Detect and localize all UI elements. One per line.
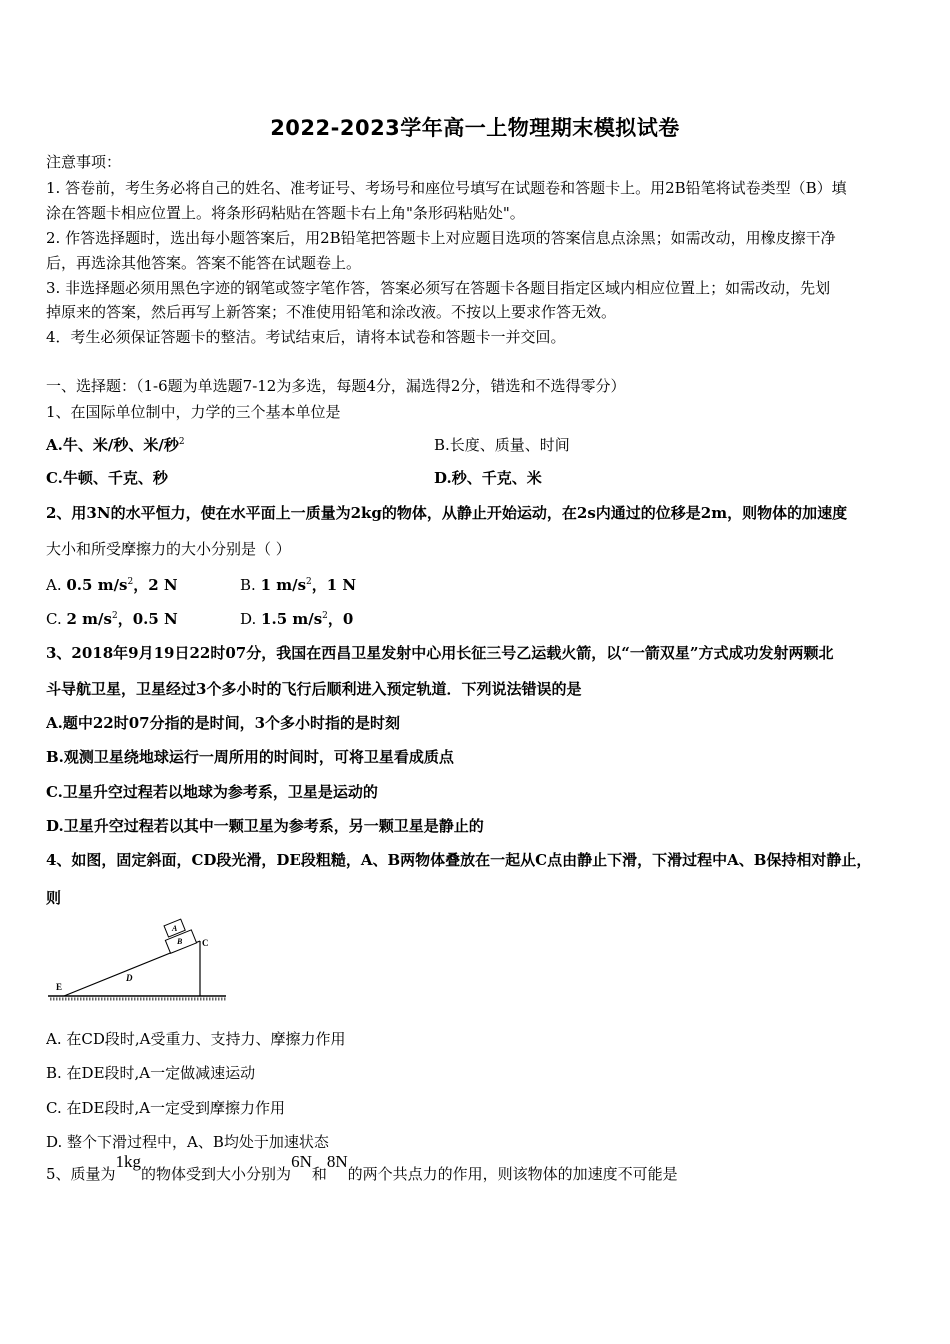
question-2-option-b [240,575,356,595]
question-2-stem: 大小和所受摩擦力的大小分别是（ ） [46,540,291,558]
notice-line: 4．考生必须保证答题卡的整洁。考试结束后，请将本试卷和答题卡一并交回。 [46,328,566,346]
question-3-stem: 3、2018年9月19日22时07分，我国在西昌卫星发射中心用长征三号乙运载火箭，以“一箭双星”方式成功发射两颗北 [46,644,834,662]
question-2-option-a [46,575,178,595]
superscript: 2 [127,577,134,587]
question-5-stem [46,1152,678,1184]
option-text: A.牛、米/秒、米/秒 [46,436,179,454]
question-2-stem: 2、用3N的水平恒力，使在水平面上一质量为2kg的物体，从静止开始运动，在2s内通过的位移是2m，则物体的加速度 [46,504,848,522]
notice-line: 3. 非选择题必须用黑色字迹的钢笔或签字笔作答，答案必须写在答题卡各题目指定区域内相应位置上；如需改动，先划 [46,279,831,297]
label-e: E [56,982,63,992]
label-b: B [177,937,183,946]
notice-heading: 注意事项： [46,153,122,171]
option-letter: B. [240,576,261,594]
question-2-option-c [46,609,178,629]
option-letter: A. [46,576,67,594]
label-c: C [202,938,209,948]
stem-text: 的两个共点力的作用，则该物体的加速度不可能是 [347,1165,678,1183]
option-value: ，0 [327,610,354,628]
option-value: 1.5 m/s [261,610,323,628]
question-1-option-a [46,435,185,455]
question-1-option-b: B.长度、质量、时间 [434,436,570,454]
force-1-value: 6N [291,1152,312,1171]
force-2-value: 8N [326,1152,348,1171]
question-1-stem: 1、在国际单位制中，力学的三个基本单位是 [46,403,341,421]
notice-line: 2. 作答选择题时，选出每小题答案后，用2B铅笔把答题卡上对应题目选项的答案信息点涂黑；如需改动，用橡皮擦干净 [46,229,836,247]
notice-line: 后，再选涂其他答案。答案不能答在试题卷上。 [46,254,362,272]
label-a: A [172,924,178,933]
question-4-option-a: A. 在CD段时,A受重力、支持力、摩擦力作用 [46,1030,346,1048]
question-3-stem: 斗导航卫星，卫星经过3个多小时的飞行后顺利进入预定轨道．下列说法错误的是 [46,680,582,698]
notice-line: 涂在答题卡相应位置上。将条形码粘贴在答题卡右上角"条形码粘贴处"。 [46,204,525,222]
stem-text: 的物体受到大小分别为 [141,1165,292,1183]
question-3-option-b: B.观测卫星绕地球运行一周所用的时间时，可将卫星看成质点 [46,748,454,766]
option-value: ，0.5 N [117,610,178,628]
superscript: 2 [111,611,118,621]
option-value: 2 m/s [66,610,112,628]
option-value: ，1 N [311,576,357,594]
page-title: 2022-2023学年高一上物理期末模拟试卷 [270,116,680,140]
option-value: ，2 N [133,576,178,594]
option-value: 0.5 m/s [66,576,128,594]
question-4-stem: 则 [46,889,62,907]
superscript: 2 [178,437,185,447]
question-4-option-d: D. 整个下滑过程中，A、B均处于加速状态 [46,1133,329,1151]
question-1-option-d: D.秒、千克、米 [434,469,542,487]
superscript: 2 [322,611,328,621]
incline-figure [44,918,230,1008]
question-1-option-c: C.牛顿、千克、秒 [46,469,168,487]
label-d: D [126,973,133,983]
question-4-option-c: C. 在DE段时,A一定受到摩擦力作用 [46,1099,286,1117]
question-3-option-d: D.卫星升空过程若以其中一颗卫星为参考系，另一颗卫星是静止的 [46,817,484,835]
question-4-option-b: B. 在DE段时,A一定做减速运动 [46,1064,256,1082]
stem-text: 和 [311,1165,327,1183]
question-3-option-a: A.题中22时07分指的是时间，3个多小时指的是时刻 [46,714,401,732]
notice-line: 掉原来的答案，然后再写上新答案；不准使用铅笔和涂改液。不按以上要求作答无效。 [46,303,617,321]
option-value: 1 m/s [260,576,307,594]
option-letter: D. [240,610,262,628]
question-4-stem: 4、如图，固定斜面，CD段光滑，DE段粗糙，A、B两物体叠放在一起从C点由静止下滑，下滑过程中A、B保持相对静止， [46,851,872,869]
notice-line: 1. 答卷前，考生务必将自己的姓名、准考证号、考场号和座位号填写在试题卷和答题卡上。用2B铅笔将试卷类型（B）填 [46,179,847,197]
mass-value: 1kg [115,1152,142,1171]
section-heading: 一、选择题：（1-6题为单选题7-12为多选，每题4分，漏选得2分，错选和不选得零分） [46,377,626,395]
option-letter: C. [46,610,67,628]
question-2-option-d [240,609,353,629]
stem-text: 5、质量为 [46,1165,116,1183]
superscript: 2 [306,577,312,587]
question-3-option-c: C.卫星升空过程若以地球为参考系，卫星是运动的 [46,783,378,801]
